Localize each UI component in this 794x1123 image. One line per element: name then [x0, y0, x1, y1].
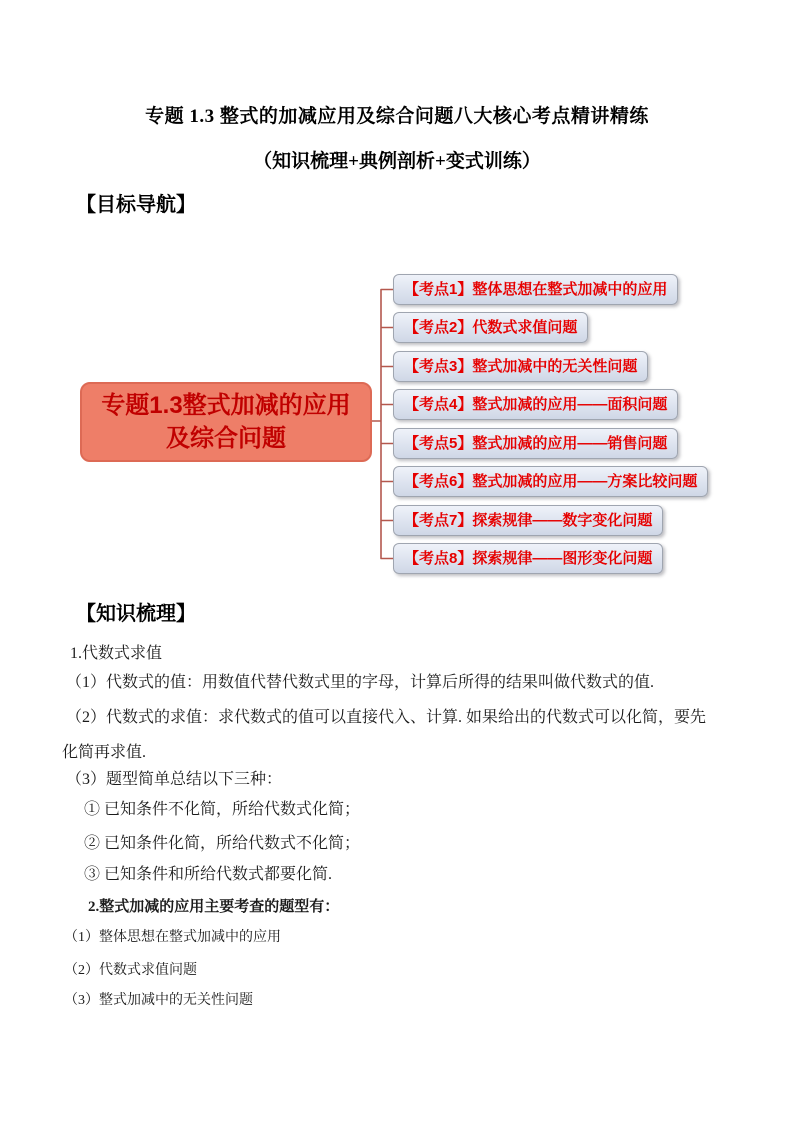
mindmap-root-node [80, 382, 372, 462]
mindmap-topic-node-3: 【考点3】整式加减中的无关性问题 [393, 351, 648, 382]
mindmap-topic-node-7: 【考点7】探索规律——数字变化问题 [393, 505, 663, 536]
knowledge-line-11: （2）代数式求值问题 [64, 963, 197, 978]
mindmap-topic-node-1: 【考点1】整体思想在整式加减中的应用 [393, 274, 678, 305]
section-header-knowledge: 【知识梳理】 [76, 603, 196, 625]
knowledge-line-4: 化简再求值. [62, 744, 147, 761]
knowledge-line-12: （3）整式加减中的无关性问题 [64, 993, 253, 1008]
mindmap-topic-node-5: 【考点5】整式加减的应用——销售问题 [393, 428, 678, 459]
section-header-goal-navigation: 【目标导航】 [76, 194, 196, 216]
page-subtitle: （知识梳理+典例剖析+变式训练） [253, 151, 541, 172]
mindmap-topic-node-2: 【考点2】代数式求值问题 [393, 312, 588, 343]
knowledge-line-2: （1）代数式的值：用数值代替代数式里的字母，计算后所得的结果叫做代数式的值. [66, 674, 655, 691]
knowledge-line-8: ③ 已知条件和所给代数式都要化简. [84, 866, 333, 883]
page-title: 专题 1.3 整式的加减应用及综合问题八大核心考点精讲精练 [145, 106, 649, 127]
knowledge-line-1: 1.代数式求值 [70, 645, 163, 662]
mindmap-topic-node-8: 【考点8】探索规律——图形变化问题 [393, 543, 663, 574]
knowledge-line-5: （3）题型简单总结以下三种： [66, 771, 283, 788]
root-node-line2: 及综合问题 [166, 425, 286, 452]
root-node-line1: 专题1.3整式加减的应用 [101, 392, 351, 419]
mindmap-topic-node-4: 【考点4】整式加减的应用——面积问题 [393, 389, 678, 420]
mindmap-topic-node-6: 【考点6】整式加减的应用——方案比较问题 [393, 466, 708, 497]
knowledge-line-9: 2.整式加减的应用主要考查的题型有： [88, 899, 340, 915]
knowledge-line-7: ② 已知条件化简，所给代数式不化简； [84, 835, 361, 852]
knowledge-line-10: （1）整体思想在整式加减中的应用 [64, 930, 281, 945]
knowledge-line-6: ① 已知条件不化简，所给代数式化简； [84, 801, 361, 818]
knowledge-line-3: （2）代数式的求值：求代数式的值可以直接代入、计算. 如果给出的代数式可以化简，要先 [66, 709, 707, 726]
mindmap-diagram [0, 255, 794, 600]
